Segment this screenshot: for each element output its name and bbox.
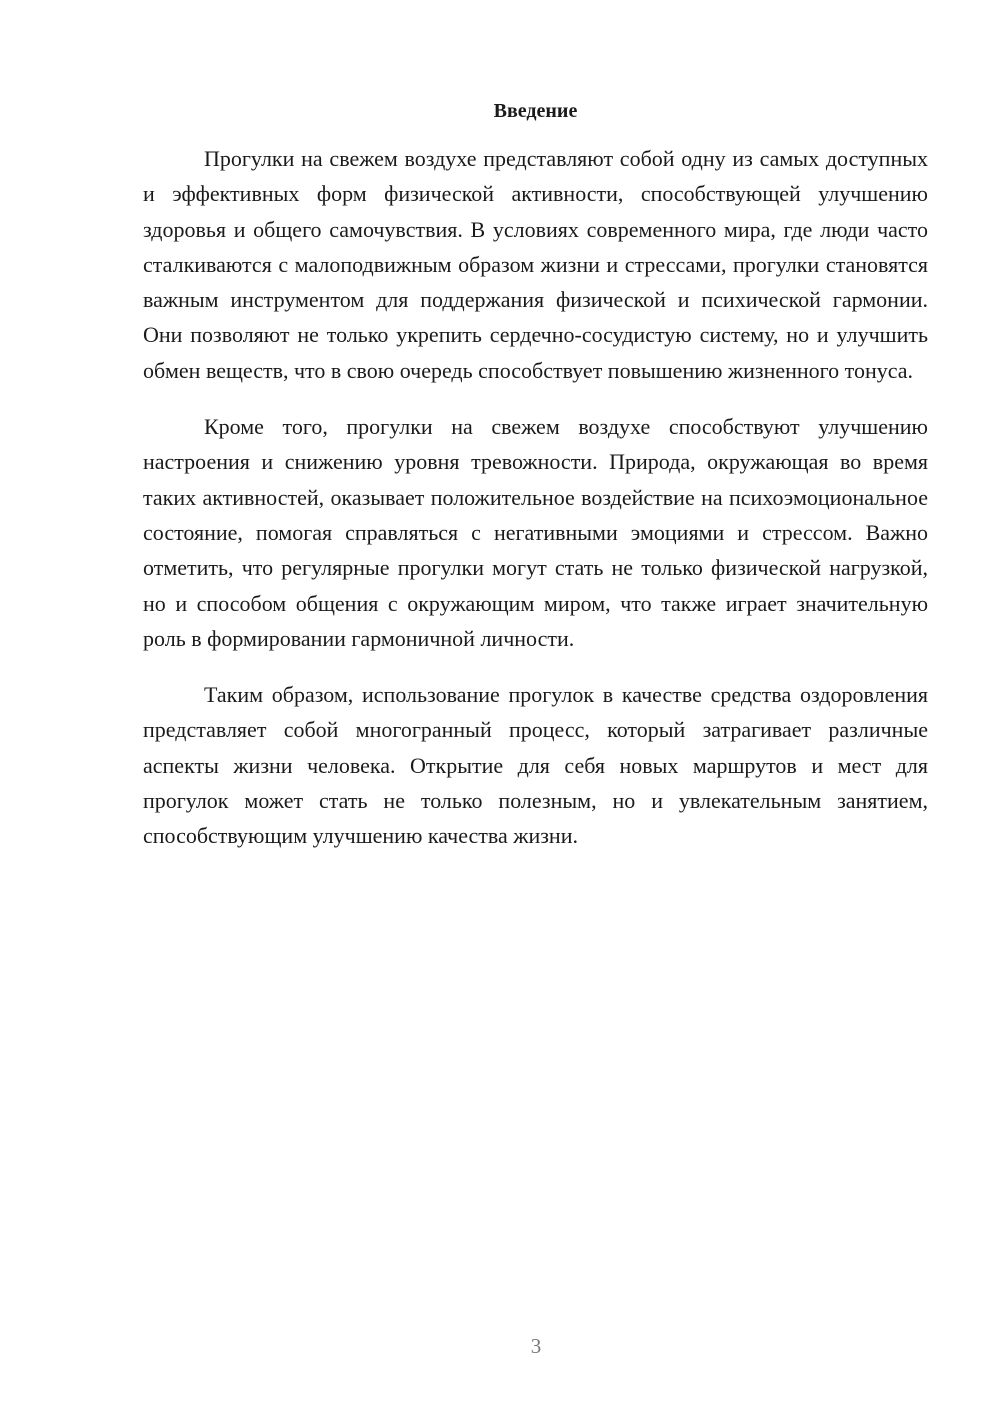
paragraph-3: Таким образом, использование прогулок в качестве средства оздоровления представляет собой многогранный процесс, который затрагивает различные аспекты жизни человека. Открытие для себя новых маршрутов и мест для прогулок может стать не только полезным, но и увлекательным занятием, способствующим улучшению качества жизни. xyxy=(143,682,928,849)
page-body xyxy=(143,97,928,854)
page-number: 3 xyxy=(530,1334,542,1358)
section-heading: Введение xyxy=(493,100,578,122)
paragraph-2: Кроме того, прогулки на свежем воздухе способствуют улучшению настроения и снижению уровня тревожности. Природа, окружающая во время таких активностей, оказывает положительное воздействие на психоэмоциональное состояние, помогая справляться с негативными эмоциями и стрессом. Важно отметить, что регулярные прогулки могут стать не только физической нагрузкой, но и способом общения с окружающим миром, что также играет значительную роль в формировании гармоничной личности. xyxy=(143,414,928,651)
paragraph-1: Прогулки на свежем воздухе представляют собой одну из самых доступных и эффективных форм физической активности, способствующей улучшению здоровья и общего самочувствия. В условиях современного мира, где люди часто сталкиваются с малоподвижным образом жизни и стрессами, прогулки становятся важным инструментом для поддержания физической и психической гармонии. Они позволяют не только укрепить сердечно-сосудистую систему, но и улучшить обмен веществ, что в свою очередь способствует повышению жизненного тонуса. xyxy=(143,146,928,383)
